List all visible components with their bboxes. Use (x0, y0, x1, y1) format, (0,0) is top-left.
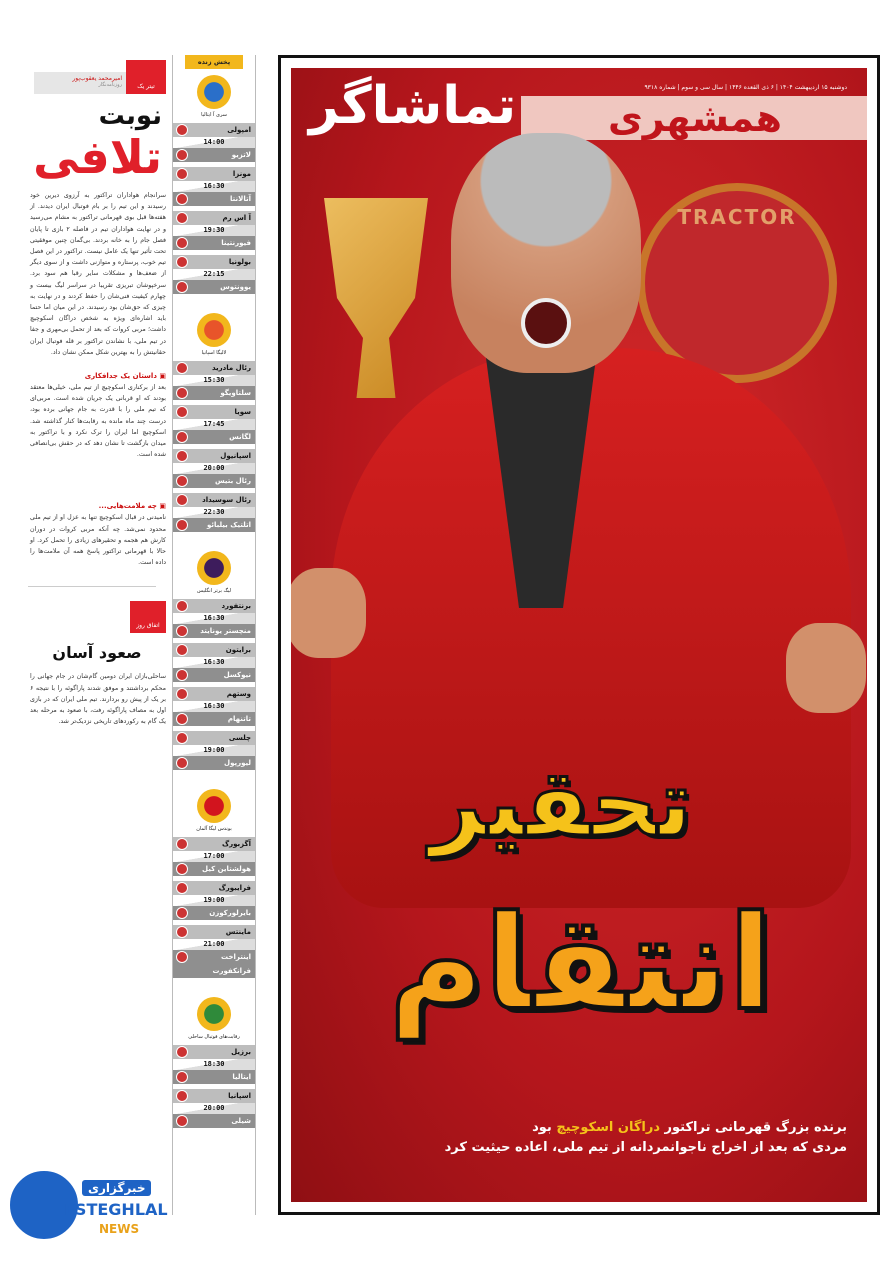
league-logo-icon (197, 551, 231, 585)
dateline: دوشنبه ۱۵ اردیبهشت ۱۴۰۴ | ۶ ذی القعده ۱۴۴۶ | سال سی و سوم | شماره ۹۳۱۸ (644, 84, 847, 91)
team-name: لگانس (229, 433, 251, 441)
team-crest-icon (176, 757, 188, 769)
team-name: منچستر یونایتد (200, 627, 251, 635)
league-logo-icon (197, 313, 231, 347)
editorial-headline-top: نوبت (98, 101, 162, 131)
league-logo-icon (197, 75, 231, 109)
home-team (173, 1045, 255, 1059)
editorial-paragraph: نامیدنی در قبال اسکوچیچ تنها به عزل او از تیم ملی محدود نمی‌شد. چه آنکه مربی کروات در دوران کارش هم هجمه و تحقیرهای زیادی را تحمل کرد. او حالا با قهرمانی تراکتور پاسخ همه آن ملامت‌ها را داده است. (30, 514, 166, 567)
home-team (173, 167, 255, 181)
team-crest-icon (176, 149, 188, 161)
team-name: برایتون (225, 646, 251, 654)
club-logo-text: TRACTOR (677, 205, 797, 229)
home-team (173, 361, 255, 375)
kickoff-time: 20:00 (173, 1103, 255, 1114)
kickoff-time: 15:30 (173, 375, 255, 386)
fixture-row (173, 123, 255, 162)
away-team (173, 712, 255, 726)
team-name: تاتنهام (227, 715, 251, 723)
kickoff-time: 16:30 (173, 181, 255, 192)
kickoff-time: 21:00 (173, 939, 255, 950)
team-name: بایرلورکوزن (209, 909, 251, 917)
left-fist (291, 568, 366, 658)
fixture-row (173, 687, 255, 726)
news-paragraph: ساحلی‌بازان ایران دومین گام‌شان در جام جهانی را محکم برداشتند و موفق شدند پاراگوئه را با نتیجه ۶ بر یک از پیش رو بردارند. تیم ملی ایران که در بازی اول به مصاف پاراگوئه رفت، با صعود به مرحله بعد یک گام به رکوردهای تاریخی نزدیک‌تر شد. (30, 673, 166, 726)
kickoff-time: 19:30 (173, 225, 255, 236)
fixture-row (173, 599, 255, 638)
team-name: یوونتوس (220, 283, 251, 291)
team-crest-icon (176, 362, 188, 374)
away-team (173, 236, 255, 250)
cover-subtitle (445, 1118, 847, 1158)
team-crest-icon (176, 519, 188, 531)
team-crest-icon (176, 907, 188, 919)
team-crest-icon (176, 1046, 188, 1058)
team-name: برزیل (231, 1048, 251, 1056)
team-name: وستهم (226, 690, 251, 698)
team-name: لیورپول (224, 759, 251, 767)
team-crest-icon (176, 951, 188, 963)
team-crest-icon (176, 688, 188, 700)
team-name: اینتراخت فرانکفورت (212, 953, 251, 975)
byline-row (28, 60, 166, 94)
team-name: اسپانیا (228, 1092, 251, 1100)
team-name: اتلتیک بیلبائو (206, 521, 251, 529)
kickoff-time: 18:30 (173, 1059, 255, 1070)
home-team (173, 925, 255, 939)
team-name: رئال مادرید (211, 364, 251, 372)
cover-background (291, 68, 867, 1202)
team-crest-icon (176, 431, 188, 443)
away-team (173, 148, 255, 162)
team-crest-icon (176, 600, 188, 612)
team-name: نیوکسل (223, 671, 251, 679)
away-team (173, 756, 255, 770)
team-crest-icon (176, 475, 188, 487)
team-name: چلسی (228, 734, 251, 742)
fixtures-strip (172, 55, 256, 1215)
watermark-line-3: NEWS (99, 1222, 140, 1236)
front-cover (278, 55, 880, 1215)
team-name: رئال بتیس (214, 477, 251, 485)
editorial-headline-main: تلافی (33, 130, 162, 184)
team-name: ماینتس (225, 928, 251, 936)
team-crest-icon (176, 494, 188, 506)
team-crest-icon (176, 406, 188, 418)
fixture-row (173, 731, 255, 770)
fixture-row (173, 925, 255, 978)
coach-photo-head (451, 133, 641, 373)
team-name: امپولی (227, 126, 251, 134)
team-crest-icon (176, 644, 188, 656)
away-team (173, 906, 255, 920)
team-crest-icon (176, 732, 188, 744)
team-name: فرایبورگ (218, 884, 251, 892)
kickoff-time: 19:00 (173, 745, 255, 756)
kickoff-time: 22:15 (173, 269, 255, 280)
team-crest-icon (176, 625, 188, 637)
coach-mouth (521, 298, 571, 348)
fixture-row (173, 361, 255, 400)
league-logo-icon (197, 789, 231, 823)
away-team (173, 624, 255, 638)
team-name: اسپانیول (220, 452, 251, 460)
watermark-line-1: خبرگزاری (82, 1180, 151, 1196)
home-team (173, 599, 255, 613)
away-team (173, 474, 255, 488)
league-block (173, 789, 255, 983)
kickoff-time: 22:30 (173, 507, 255, 518)
team-name: ایتالیا (232, 1073, 251, 1081)
away-team (173, 280, 255, 294)
league-block (173, 75, 255, 299)
home-team (173, 643, 255, 657)
home-team (173, 493, 255, 507)
league-name: لیگ برتر انگلیس (196, 588, 232, 594)
kickoff-time: 16:30 (173, 701, 255, 712)
section-heading: ▣ داستان یک جدافکاری (28, 370, 166, 382)
subtitle-text: بود (532, 1120, 552, 1135)
team-crest-icon (176, 1115, 188, 1127)
away-team (173, 1114, 255, 1128)
author-role: روزنامه‌نگار (98, 82, 122, 88)
fixture-row (173, 493, 255, 532)
kickoff-time: 20:00 (173, 463, 255, 474)
subtitle-line-2: مردی که بعد از اخراج ناجوانمردانه از تیم ملی، اعاده حیثیت کرد (444, 1140, 847, 1155)
team-crest-icon (176, 669, 188, 681)
team-name: آگزبورگ (221, 840, 251, 848)
team-crest-icon (176, 863, 188, 875)
away-team (173, 192, 255, 206)
home-team (173, 687, 255, 701)
fixture-row (173, 167, 255, 206)
fixture-row (173, 405, 255, 444)
home-team (173, 449, 255, 463)
kickoff-time: 17:45 (173, 419, 255, 430)
kickoff-time: 16:30 (173, 613, 255, 624)
right-fist (786, 623, 866, 713)
subtitle-text: برنده بزرگ قهرمانی تراکتور (664, 1120, 847, 1135)
away-team (173, 950, 255, 978)
kickoff-time: 14:00 (173, 137, 255, 148)
home-team (173, 405, 255, 419)
fixture-row (173, 1045, 255, 1084)
home-team (173, 837, 255, 851)
left-column (28, 60, 166, 728)
team-crest-icon (176, 1090, 188, 1102)
home-team (173, 1089, 255, 1103)
divider (28, 586, 156, 587)
team-name: شیلی (231, 1117, 251, 1125)
league-name: رقابت‌های فوتبال ساحلی (188, 1034, 240, 1040)
fixture-row (173, 837, 255, 876)
away-team (173, 386, 255, 400)
home-team (173, 211, 255, 225)
team-crest-icon (176, 281, 188, 293)
league-block (173, 997, 255, 1133)
watermark-line-2: ESTEGHLAL (64, 1200, 168, 1219)
league-name: لالیگا اسپانیا (201, 350, 227, 356)
away-team (173, 1070, 255, 1084)
masthead-tamashagar: تماشاگر (309, 76, 517, 136)
team-name: هولشتاین کیل (201, 865, 251, 873)
masthead-hamshahri: همشهری (521, 96, 867, 140)
team-name: سلتاویگو (220, 389, 251, 397)
league-name: بوندس لیگا آلمان (196, 826, 232, 832)
team-name: آتالانتا (230, 195, 251, 203)
team-name: لاتزیو (231, 151, 251, 159)
away-team (173, 518, 255, 532)
team-crest-icon (176, 256, 188, 268)
editorial-paragraph: سرانجام هواداران تراکتور به آرزوی دیرین خود رسیدند و این تیم را بر بام فوتبال ایران دیدند. از هفته‌ها قبل بوی قهرمانی تراکتور به مشام می‌رسید و در نهایت هواداران تیم در فاصله ۲ بازی تا پایان فصل جام را به خانه بردند. بی‌گمان چنین موفقیتی تحت تأثیر تنها یک عامل نیست. تراکتور در این فصل تیم خوب، پرستاره و متوازنی داشت و از سوی دیگر از ضعف‌ها و مشکلات سایر رقبا هم سود برد. سرخپوشان تبریزی تقریبا در سراسر لیگ بیست و چهارم کیفیت فنی‌شان را حفظ کردند و در نهایت به چیزی که حق‌شان بود رسیدند. در این میان اما حتما باید اشاره‌ای ویژه به شخص دراگان اسکوچیچ داشت؛ مربی کروات که بعد از تحمل بی‌مهری و جفا در تیم ملی، با نشاندن تراکتور بر قله فوتبال ایران حقانیتش را به بهترین شکل ممکن نشان داد. (30, 192, 166, 356)
team-crest-icon (176, 838, 188, 850)
kickoff-time: 16:30 (173, 657, 255, 668)
masthead (301, 76, 857, 146)
team-crest-icon (176, 237, 188, 249)
home-team (173, 881, 255, 895)
team-crest-icon (176, 713, 188, 725)
team-crest-icon (176, 124, 188, 136)
kickoff-time: 19:00 (173, 895, 255, 906)
byline (34, 72, 126, 94)
team-name: رئال سوسیداد (202, 496, 251, 504)
author-name: امیرمحمد یعقوب‌پور (72, 75, 122, 82)
team-crest-icon (176, 926, 188, 938)
fixture-row (173, 881, 255, 920)
section-heading: ▣ چه ملامت‌هایی... (28, 500, 166, 512)
team-crest-icon (176, 450, 188, 462)
away-team (173, 862, 255, 876)
fixture-row (173, 255, 255, 294)
league-logo-icon (197, 997, 231, 1031)
kickoff-time: 17:00 (173, 851, 255, 862)
home-team (173, 255, 255, 269)
team-name: برنتفورد (221, 602, 251, 610)
fixture-row (173, 211, 255, 250)
team-crest-icon (176, 387, 188, 399)
trophy-image (311, 198, 441, 398)
esteghlal-news-watermark (4, 1150, 169, 1260)
team-name: سویا (234, 408, 251, 416)
team-name: آ اس رم (222, 214, 251, 222)
team-crest-icon (176, 212, 188, 224)
fixture-row (173, 1089, 255, 1128)
team-crest-icon (176, 882, 188, 894)
section-tag: تیتر یک (126, 60, 166, 94)
subtitle-highlight: دراگان اسکوچیچ (556, 1120, 661, 1135)
team-crest-icon (176, 168, 188, 180)
team-name: مونزا (232, 170, 251, 178)
live-badge: پخش زنده (185, 55, 243, 69)
league-list (173, 75, 255, 1147)
section-tag: اتفاق روز (130, 601, 166, 633)
home-team (173, 123, 255, 137)
team-crest-icon (176, 1071, 188, 1083)
away-team (173, 668, 255, 682)
editorial-paragraph: بعد از برکناری اسکوچیچ از تیم ملی، خیلی‌ها معتقد بودند که او قربانی یک جریان شده است. مربی‌ای که تیم ملی را با قدرت به جام جهانی برده بود، درست چند ماه مانده به رقابت‌ها کنار گذاشته شد. اسکوچیچ اما ایران را ترک نکرد و با تراکتور به میدان بازگشت تا نشان دهد که در حقش بی‌انصافی شده است. (30, 384, 166, 459)
league-block (173, 313, 255, 537)
team-name: فیورنتینا (221, 239, 251, 247)
fixture-row (173, 643, 255, 682)
league-name: سری آ ایتالیا (201, 112, 227, 118)
team-crest-icon (176, 193, 188, 205)
cover-headline-1: تحقیر (430, 750, 692, 857)
fixture-row (173, 449, 255, 488)
league-block (173, 551, 255, 775)
home-team (173, 731, 255, 745)
away-team (173, 430, 255, 444)
cover-headline-2: انتقام (388, 887, 774, 1039)
team-name: بولونیا (228, 258, 251, 266)
news-headline: صعود آسان (52, 643, 142, 663)
